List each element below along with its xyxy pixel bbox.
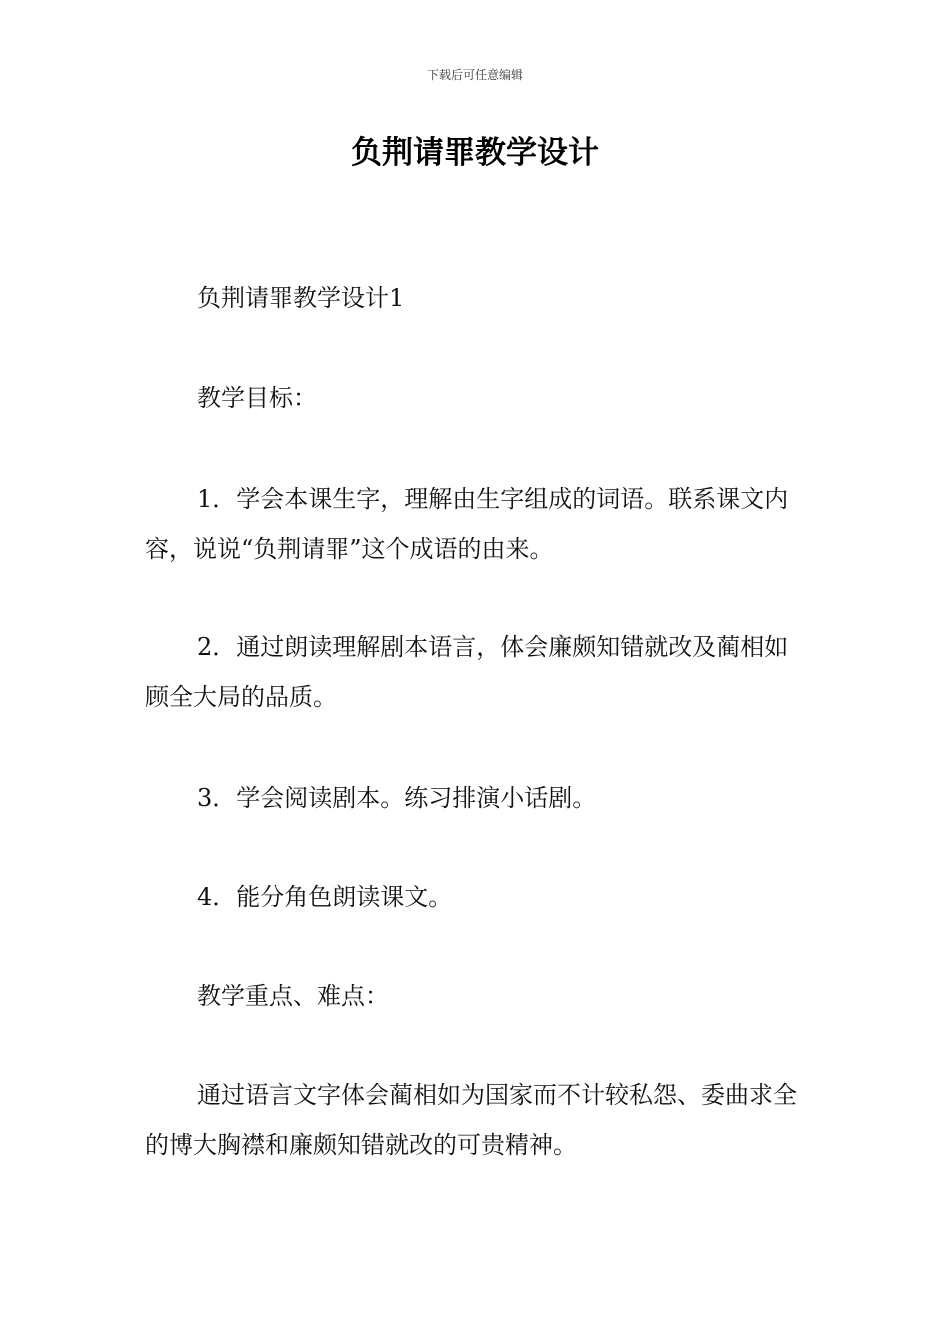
objective-2: 2．通过朗读理解剧本语言，体会廉颇知错就改及蔺相如顾全大局的品质。 [145, 633, 789, 711]
objective-3: 3．学会阅读剧本。练习排演小话剧。 [197, 784, 597, 812]
section-heading-design-1: 负荆请罪教学设计1 [197, 284, 405, 312]
teaching-objectives-heading: 教学目标： [197, 384, 317, 412]
download-note: 下载后可任意编辑 [426, 68, 523, 82]
objective-4: 4．能分角色朗读课文。 [197, 883, 453, 911]
key-difficulties-text: 通过语言文字体会蔺相如为国家而不计较私怨、委曲求全的博大胸襟和廉颇知错就改的可贵精神。 [145, 1081, 797, 1159]
objective-1: 1．学会本课生字，理解由生字组成的词语。联系课文内容，说说“负荆请罪”这个成语的由来。 [145, 485, 789, 563]
key-difficulties-heading: 教学重点、难点： [197, 982, 389, 1010]
document-title: 负荆请罪教学设计 [351, 135, 599, 171]
